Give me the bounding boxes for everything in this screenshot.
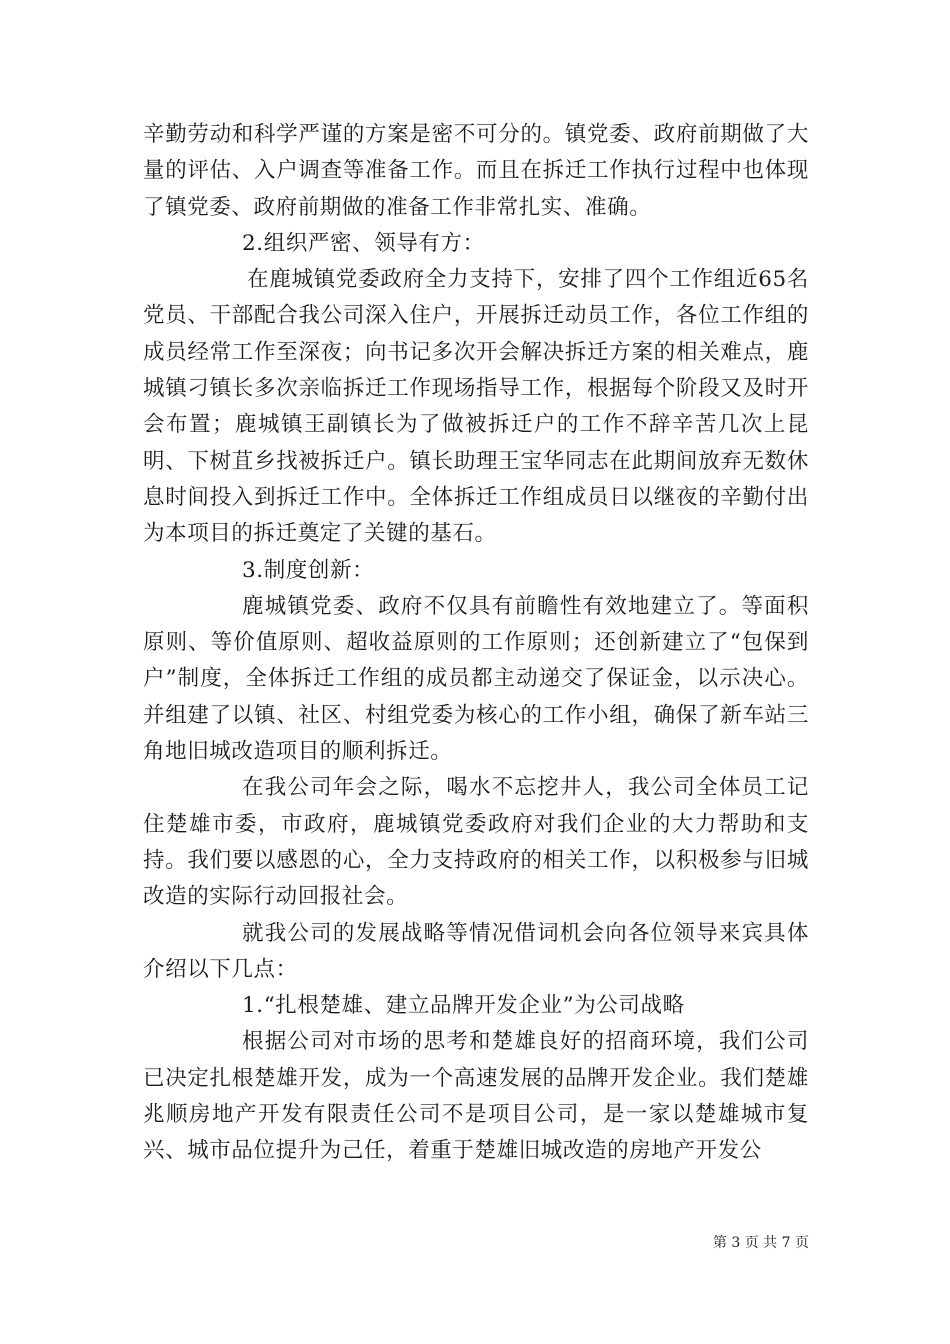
document-body	[143, 117, 809, 1170]
heading-strategy: 1.“扎根楚雄、建立品牌开发企业”为公司战略	[242, 993, 685, 1019]
paragraph-organization: 在鹿城镇党委政府全力支持下，安排了四个工作组近65名党员、干部配合我公司深入住户，开展拆迁动员工作，各位工作组的成员经常工作至深夜；向书记多次开会解决拆迁方案的相关难点，鹿城镇刁镇长多次亲临拆迁工作现场指导工作，根据每个阶段又及时开会布置；鹿城镇王副镇长为了做被拆迁户的工作不辞辛苦几次上昆明、下树苴乡找被拆迁户。镇长助理王宝华同志在此期间放弃无数休息时间投入到拆迁工作中。全体拆迁工作组成员日以继夜的辛勤付出为本项目的拆迁奠定了关键的基石。	[143, 267, 809, 547]
heading-system-innovation: 3.制度创新：	[242, 557, 375, 583]
page-number: 第 3 页 共 7 页	[712, 1235, 809, 1251]
paragraph-continuation: 辛勤劳动和科学严谨的方案是密不可分的。镇党委、政府前期做了大量的评估、入户调查等准备工作。而且在拆迁工作执行过程中也体现了镇党委、政府前期做的准备工作非常扎实、准确。	[143, 122, 809, 220]
heading-organization: 2.组织严密、领导有方：	[242, 230, 485, 256]
paragraph-strategy-intro: 就我公司的发展战略等情况借词机会向各位领导来宾具体介绍以下几点：	[143, 920, 809, 982]
paragraph-strategy: 根据公司对市场的思考和楚雄良好的招商环境，我们公司已决定扎根楚雄开发，成为一个高速发展的品牌开发企业。我们楚雄兆顺房地产开发有限责任公司不是项目公司，是一家以楚雄城市复兴、城市品位提升为己任，着重于楚雄旧城改造的房地产开发公	[143, 1029, 809, 1164]
paragraph-annual-meeting: 在我公司年会之际，喝水不忘挖井人，我公司全体员工记住楚雄市委，市政府，鹿城镇党委政府对我们企业的大力帮助和支持。我们要以感恩的心，全力支持政府的相关工作，以积极参与旧城改造的实际行动回报社会。	[143, 775, 809, 910]
paragraph-system-innovation: 鹿城镇党委、政府不仅具有前瞻性有效地建立了。等面积原则、等价值原则、超收益原则的工作原则；还创新建立了“包保到户”制度，全体拆迁工作组的成员都主动递交了保证金，以示决心。并组建了以镇、社区、村组党委为核心的工作小组，确保了新车站三角地旧城改造项目的顺利拆迁。	[143, 593, 809, 765]
